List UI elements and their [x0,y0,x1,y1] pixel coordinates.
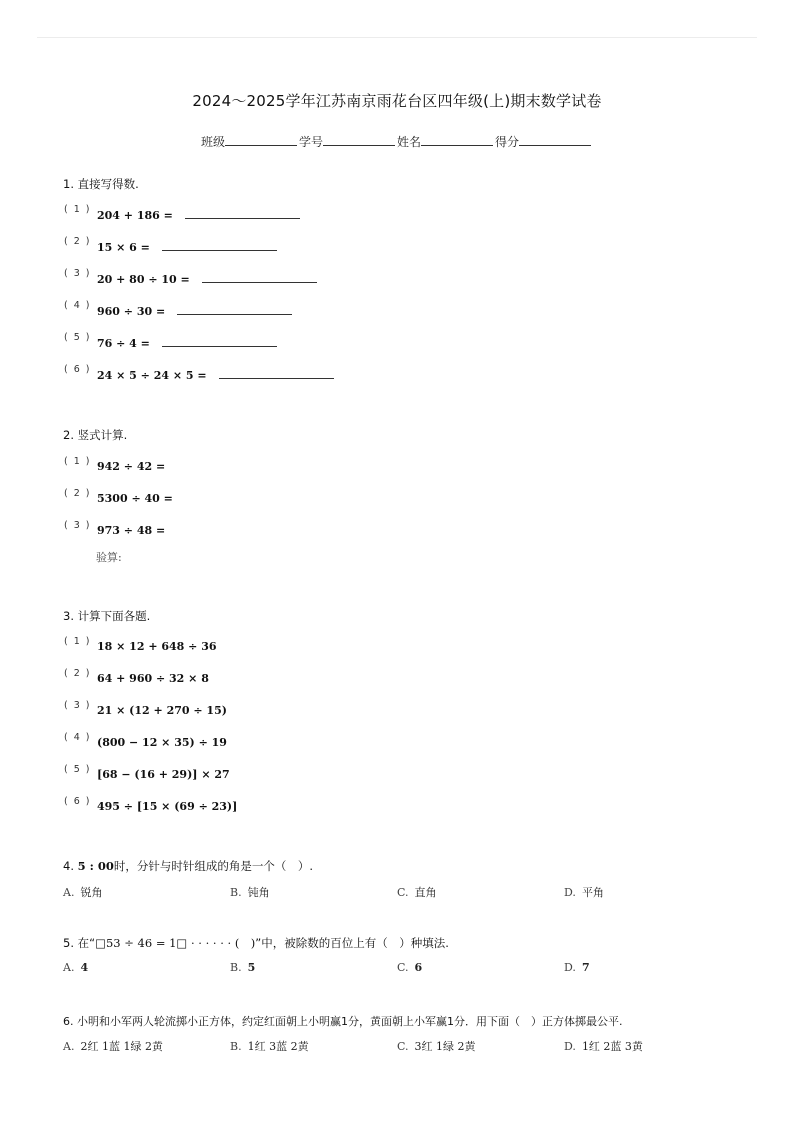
q6-option-c[interactable]: C. 3红 1绿 2黄 [397,1040,476,1053]
item-expression: 76 ÷ 4 = [97,337,150,350]
q5-option-d[interactable]: D. 7 [564,961,590,974]
answer-blank[interactable] [185,208,300,219]
item-expression: (800 − 12 × 35) ÷ 19 [97,736,227,749]
question-4-text [63,858,313,874]
q4-option-c[interactable]: C. 直角 [397,886,437,899]
item-expression: 5300 ÷ 40 = [97,492,173,505]
answer-blank[interactable] [162,336,277,347]
q4-option-d[interactable]: D. 平角 [564,886,604,899]
item-number: ( 4 ) [64,300,91,311]
question-2-title: 2. 竖式计算. [63,428,128,442]
item-number: ( 1 ) [64,204,91,215]
item-expression: 15 × 6 = [97,241,150,254]
item-expression: 960 ÷ 30 = [97,305,166,318]
item-expression: [68 − (16 + 29)] × 27 [97,768,230,781]
question-prefix: 5. 在“ [63,936,96,950]
item-number: ( 5 ) [64,764,91,775]
q4-option-b[interactable]: B. 钝角 [230,886,270,899]
item-expression: 20 + 80 ÷ 10 = [97,273,190,286]
q6-option-a[interactable]: A. 2红 1蓝 1绿 2黄 [63,1040,163,1053]
check-note: 验算: [96,551,122,564]
item-number: ( 4 ) [64,732,91,743]
student-id-label: 学号 [298,135,323,149]
answer-blank[interactable] [219,368,334,379]
student-id-blank[interactable] [323,133,395,146]
q6-option-b[interactable]: B. 1红 3蓝 2黄 [230,1040,309,1053]
item-number: ( 5 ) [64,332,91,343]
question-1-title: 1. 直接写得数. [63,177,139,191]
page-top-rule [37,37,757,38]
item-number: ( 2 ) [64,668,91,679]
item-expression: 21 × (12 + 270 ÷ 15) [97,704,227,717]
item-expression: 64 + 960 ÷ 32 × 8 [97,672,209,685]
answer-blank[interactable] [202,272,317,283]
item-expression: 495 ÷ [15 × (69 ÷ 23)] [97,800,238,813]
class-label: 班级 [200,135,225,149]
item-number: ( 6 ) [64,364,91,375]
q5-option-a[interactable]: A. 4 [63,961,89,974]
question-number: 4. [63,859,74,873]
score-label: 得分 [495,135,520,149]
q4-option-a[interactable]: A. 锐角 [63,886,103,899]
question-stem: ”中，被除数的百位上有（ ）种填法. [255,936,449,950]
item-expression: 18 × 12 + 648 ÷ 36 [97,640,217,653]
item-number: ( 1 ) [64,636,91,647]
question-5-text [63,935,449,951]
answer-blank[interactable] [177,304,292,315]
item-number: ( 3 ) [64,700,91,711]
item-expression: 24 × 5 ÷ 24 × 5 = [97,369,207,382]
q6-option-d[interactable]: D. 1红 2蓝 3黄 [564,1040,643,1053]
q5-option-b[interactable]: B. 5 [230,961,256,974]
division-expression: □53 ÷ 46 = 1□ · · · · · · ( ) [95,936,256,950]
item-expression: 942 ÷ 42 = [97,460,166,473]
item-number: ( 6 ) [64,796,91,807]
score-blank[interactable] [519,133,591,146]
question-3-title: 3. 计算下面各题. [63,609,151,623]
item-number: ( 3 ) [64,268,91,279]
item-number: ( 2 ) [64,236,91,247]
item-expression: 204 + 186 = [97,209,173,222]
answer-blank[interactable] [162,240,277,251]
name-blank[interactable] [421,133,493,146]
q5-option-c[interactable]: C. 6 [397,961,423,974]
question-6-text: 6. 小明和小军两人轮流掷小正方体，约定红面朝上小明赢1分，黄面朝上小军赢1分．用下面（ ）正方体掷最公平. [63,1015,623,1028]
student-info-line [0,133,794,150]
class-blank[interactable] [225,133,297,146]
name-label: 姓名 [397,135,422,149]
item-number: ( 1 ) [64,456,91,467]
item-expression: 973 ÷ 48 = [97,524,166,537]
time-value: 5 : 00 [77,859,114,873]
item-number: ( 3 ) [64,520,91,531]
question-stem: 时，分针与时针组成的角是一个（ ）. [113,859,314,873]
item-number: ( 2 ) [64,488,91,499]
exam-title: 2024～2025学年江苏南京雨花台区四年级(上)期末数学试卷 [192,92,602,110]
